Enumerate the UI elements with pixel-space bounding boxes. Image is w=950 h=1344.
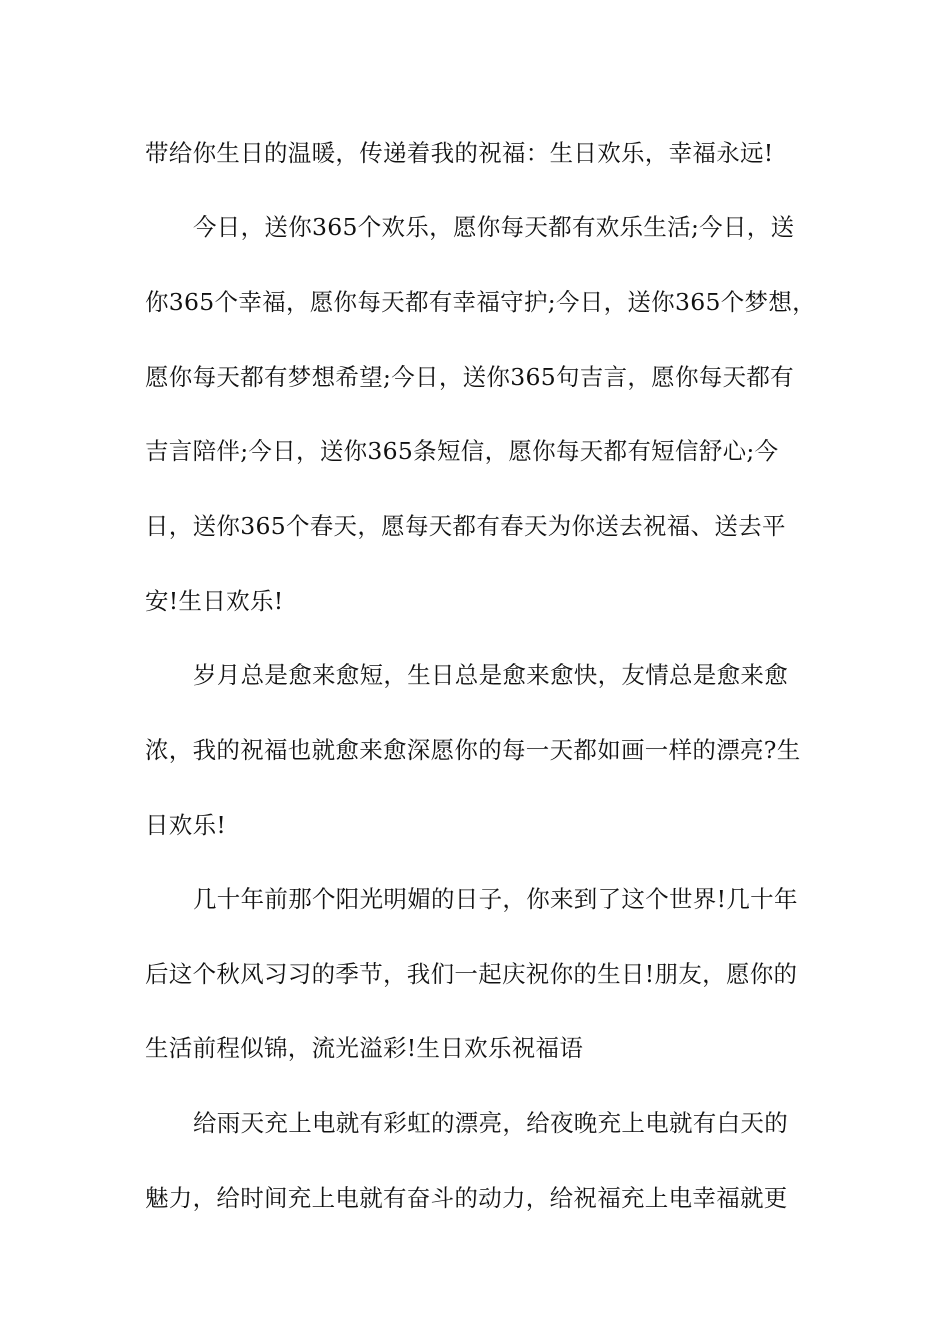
text-line-3: 你365个幸福，愿你每天都有幸福守护;今日，送你365个梦想， bbox=[145, 288, 816, 316]
text-line-9: 浓，我的祝福也就愈来愈深愿你的每一天都如画一样的漂亮?生 bbox=[145, 736, 801, 764]
text-line-15: 魅力，给时间充上电就有奋斗的动力，给祝福充上电幸福就更 bbox=[145, 1184, 788, 1212]
text-line-14: 给雨天充上电就有彩虹的漂亮，给夜晚充上电就有白天的 bbox=[193, 1109, 788, 1137]
text-line-12: 后这个秋风习习的季节，我们一起庆祝你的生日!朋友，愿你的 bbox=[145, 960, 798, 988]
text-line-13: 生活前程似锦，流光溢彩!生日欢乐祝福语 bbox=[145, 1034, 584, 1062]
text-line-5: 吉言陪伴;今日，送你365条短信，愿你每天都有短信舒心;今 bbox=[145, 437, 779, 465]
text-line-8: 岁月总是愈来愈短，生日总是愈来愈快，友情总是愈来愈 bbox=[193, 661, 788, 689]
text-line-6: 日，送你365个春天，愿每天都有春天为你送去祝福、送去平 bbox=[145, 512, 786, 540]
text-line-11: 几十年前那个阳光明媚的日子，你来到了这个世界!几十年 bbox=[193, 885, 798, 913]
text-line-7: 安!生日欢乐! bbox=[145, 587, 284, 615]
text-line-2: 今日，送你365个欢乐，愿你每天都有欢乐生活;今日，送 bbox=[193, 213, 795, 241]
text-line-10: 日欢乐! bbox=[145, 811, 227, 839]
text-line-4: 愿你每天都有梦想希望;今日，送你365句吉言，愿你每天都有 bbox=[145, 363, 794, 391]
text-line-1: 带给你生日的温暖，传递着我的祝福：生日欢乐，幸福永远! bbox=[145, 139, 774, 167]
